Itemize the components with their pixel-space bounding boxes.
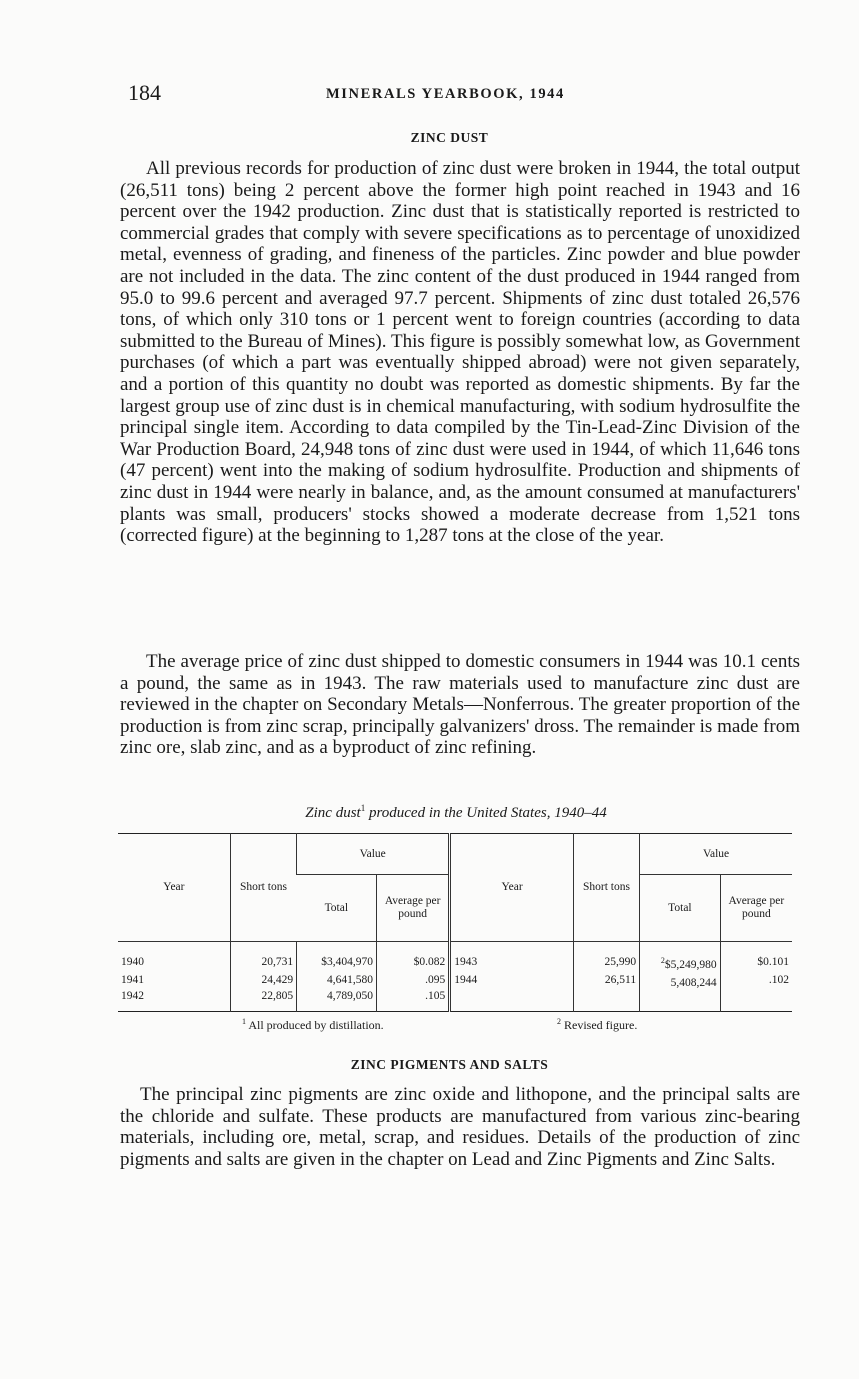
cell-total <box>640 990 721 1012</box>
footnote-mark: 2 <box>660 956 665 965</box>
col-header-total-right: Total <box>640 875 721 942</box>
table-footnote-1 <box>242 1017 384 1033</box>
paragraph-zinc-dust-1: All previous records for production of zinc dust were broken in 1944, the total output (26,511 tons) being 2 percent above the former high point reached in 1943 and 16 percent over the 1942 production. Zinc dust that is statistically reported is restricted to commercial grades that comply with severe specifications as to percentage of unoxidized metal, evenness of grading, and fineness of the particles. Zinc powder and blue powder are not included in the data. The zinc content of the dust produced in 1944 ranged from 95.0 to 99.6 percent and averaged 97.7 percent. Shipments of zinc dust totaled 26,576 tons, of which only 310 tons or 1 percent went to foreign countries (according to data submitted to the Bureau of Mines). This figure is possibly somewhat low, as Government purchases (of which a part was eventually shipped abroad) were not given separately, and a portion of this quantity no doubt was reported as domestic shipments. By far the largest group use of zinc dust is in chemical manufacturing, with sodium hydrosulfite the principal single item. According to data compiled by the Tin-Lead-Zinc Division of the War Production Board, 24,948 tons of zinc dust were used in 1944, of which 11,646 tons (47 percent) went into the making of sodium hydrosulfite. Production and shipments of zinc dust in 1944 were nearly in balance, and, as the amount consumed at manufacturers' plants was small, producers' stocks showed a moderate decrease from 1,521 tons (corrected figure) at the beginning to 1,287 tons at the close of the year. <box>120 158 800 547</box>
cell-year: 1942 <box>121 989 144 1002</box>
cell-year: 1941 <box>121 974 144 987</box>
table-caption-footnote-mark: 1 <box>360 803 366 813</box>
footnote-text: Revised figure. <box>564 1018 638 1032</box>
footnote-mark: 2 <box>557 1017 561 1026</box>
cell-year <box>450 990 574 1012</box>
section-heading-zinc-dust: ZINC DUST <box>410 130 489 145</box>
cell-total: 4,641,580 <box>297 972 377 990</box>
section-heading-zinc-pigments: ZINC PIGMENTS AND SALTS <box>350 1057 549 1072</box>
col-header-total: Total <box>297 875 377 942</box>
cell-year: 1940 <box>121 956 144 969</box>
cell-average: $0.082 <box>377 942 450 972</box>
cell-total <box>640 942 721 972</box>
cell-total: 4,789,050 <box>297 990 377 1012</box>
page-number: 184 <box>128 80 161 105</box>
cell-short-tons: 26,511 <box>573 972 639 990</box>
table-footnote-2 <box>557 1017 637 1033</box>
cell-average <box>720 990 792 1012</box>
table-caption-subtitle: produced in the United States, 1940–44 <box>365 805 607 821</box>
cell-year: 1943 <box>450 942 574 972</box>
cell-short-tons <box>573 990 639 1012</box>
cell-average: .105 <box>377 990 450 1012</box>
paragraph-zinc-dust-2: The average price of zinc dust shipped to domestic consumers in 1944 was 10.1 cents a pound, the same as in 1943. The raw materials used to manufacture zinc dust are reviewed in the chapter on Secondary Metals—Nonferrous. The greater proportion of the production is from zinc scrap, principally galvanizers' dross. The remainder is made from zinc ore, slab zinc, and as a byproduct of zinc refining. <box>120 651 800 759</box>
cell-short-tons: 20,731 <box>230 942 296 972</box>
cell-average: .102 <box>720 972 792 990</box>
running-title: MINERALS YEARBOOK, 1944 <box>326 86 565 102</box>
paragraph-zinc-pigments: The principal zinc pigments are zinc oxide and lithopone, and the principal salts are the chloride and sulfate. These products are manufactured from various zinc-bearing materials, including ore, metal, scrap, and residues. Details of the production of zinc pigments and salts are given in the chapter on Lead and Zinc Pigments and Zinc Salts. <box>120 1084 800 1170</box>
footnote-mark: 1 <box>242 1017 246 1026</box>
col-header-average-per-pound-right: Average per pound <box>720 875 792 942</box>
cell-year: 1944 <box>450 972 574 990</box>
cell-total <box>640 972 721 990</box>
col-header-year: Year <box>118 834 230 942</box>
table-row <box>118 942 792 972</box>
cell-short-tons: 24,429 <box>230 972 296 990</box>
zinc-dust-production-table <box>118 833 792 1012</box>
col-header-short-tons-right: Short tons <box>573 834 639 942</box>
footnote-text: All produced by distillation. <box>248 1018 384 1032</box>
cell-short-tons: 25,990 <box>573 942 639 972</box>
table-caption <box>120 803 792 822</box>
running-head <box>128 80 800 110</box>
table-row <box>118 990 792 1012</box>
cell-average: .095 <box>377 972 450 990</box>
table-caption-title: Zinc dust <box>305 805 361 821</box>
col-header-average-per-pound: Average per pound <box>377 875 450 942</box>
col-header-year-right: Year <box>450 834 574 942</box>
cell-total-value: $5,249,980 <box>664 958 717 971</box>
cell-total-value: 5,408,244 <box>670 976 717 989</box>
col-header-value: Value <box>297 834 450 875</box>
col-header-value-right: Value <box>640 834 792 875</box>
cell-average: $0.101 <box>720 942 792 972</box>
col-header-short-tons: Short tons <box>230 834 296 942</box>
cell-total: $3,404,970 <box>297 942 377 972</box>
cell-short-tons: 22,805 <box>230 990 296 1012</box>
table-row <box>118 972 792 990</box>
